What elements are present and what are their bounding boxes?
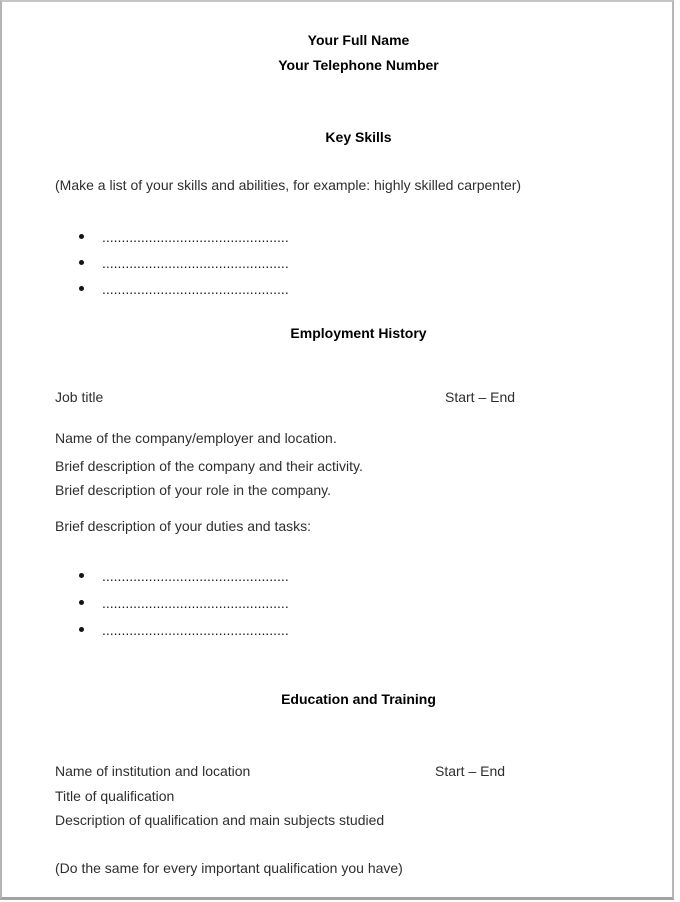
dotted-line: ................................................ <box>102 595 289 611</box>
institution-label: Name of institution and location <box>55 763 251 779</box>
dotted-line: ................................................ <box>102 229 289 245</box>
qualification-description-line: Description of qualification and main subjects studied <box>55 812 385 828</box>
duties-label: Brief description of your duties and tasks: <box>55 518 312 534</box>
role-line: Brief description of your role in the company. <box>55 482 331 498</box>
dotted-line: ................................................ <box>102 622 289 638</box>
bullet-icon <box>79 600 84 605</box>
job-title-row <box>55 389 662 405</box>
qualification-title-line: Title of qualification <box>55 788 175 804</box>
section-title-education: Education and Training <box>281 691 436 707</box>
telephone-placeholder: Your Telephone Number <box>278 57 439 73</box>
section-title-employment-history: Employment History <box>290 325 427 341</box>
company-line: Name of the company/employer and location. <box>55 430 337 446</box>
bullet-icon <box>79 234 84 239</box>
qualification-note: (Do the same for every important qualification you have) <box>55 860 403 876</box>
activity-line: Brief description of the company and their activity. <box>55 458 363 474</box>
bullet-icon <box>79 260 84 265</box>
bullet-icon <box>79 573 84 578</box>
institution-row <box>55 763 662 779</box>
dotted-line: ................................................ <box>102 281 289 297</box>
bullet-icon <box>79 627 84 632</box>
full-name-placeholder: Your Full Name <box>307 32 410 48</box>
bullet-icon <box>79 286 84 291</box>
section-title-key-skills: Key Skills <box>325 129 392 145</box>
education-date-range: Start – End <box>435 763 506 779</box>
dotted-line: ................................................ <box>102 568 289 584</box>
employment-date-range: Start – End <box>445 389 516 405</box>
key-skills-hint: (Make a list of your skills and abilities, for example: highly skilled carpenter) <box>55 177 522 193</box>
job-title-label: Job title <box>55 389 104 405</box>
dotted-line: ................................................ <box>102 255 289 271</box>
